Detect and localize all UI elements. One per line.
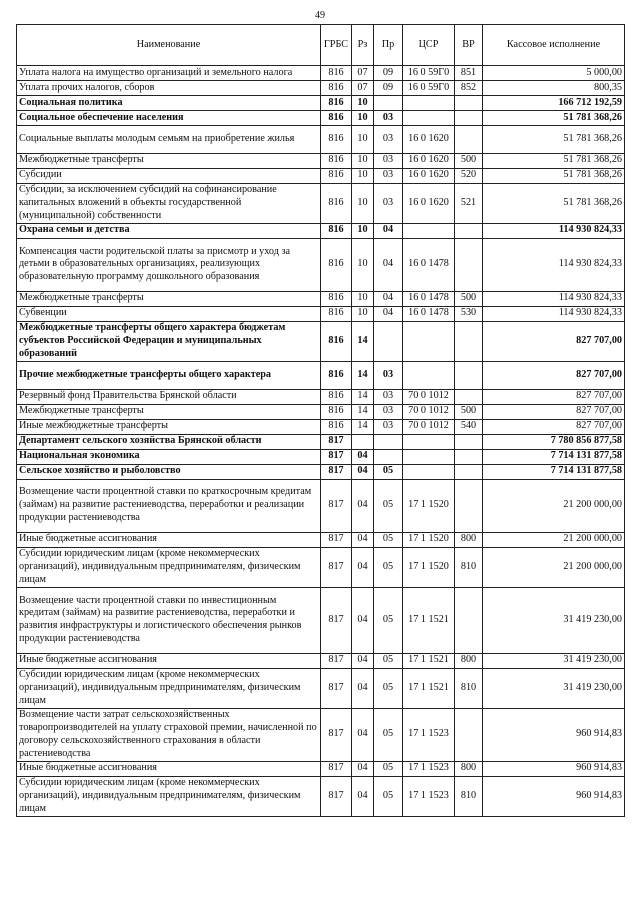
cell-pr: 03 xyxy=(374,153,403,168)
cell-csr: 16 0 1478 xyxy=(403,238,455,291)
cell-amount: 827 707,00 xyxy=(483,389,625,404)
cell-csr xyxy=(403,434,455,449)
cell-csr: 70 0 1012 xyxy=(403,404,455,419)
cell-grbs: 817 xyxy=(321,449,352,464)
cell-rz: 10 xyxy=(352,238,374,291)
cell-amount: 31 419 230,00 xyxy=(483,587,625,653)
cell-grbs: 817 xyxy=(321,776,352,816)
cell-amount: 827 707,00 xyxy=(483,321,625,361)
budget-table xyxy=(16,24,625,817)
cell-rz: 10 xyxy=(352,126,374,154)
cell-rz: 04 xyxy=(352,761,374,776)
table-row xyxy=(17,321,625,361)
cell-rz: 04 xyxy=(352,547,374,587)
cell-name: Социальные выплаты молодым семьям на приобретение жилья xyxy=(17,126,321,154)
cell-grbs: 816 xyxy=(321,419,352,434)
table-row xyxy=(17,668,625,708)
cell-rz: 14 xyxy=(352,389,374,404)
cell-grbs: 817 xyxy=(321,587,352,653)
cell-csr: 17 1 1523 xyxy=(403,776,455,816)
cell-pr: 05 xyxy=(374,547,403,587)
cell-grbs: 816 xyxy=(321,238,352,291)
cell-vr xyxy=(455,223,483,238)
table-row xyxy=(17,587,625,653)
cell-name: Субвенции xyxy=(17,306,321,321)
cell-csr: 70 0 1012 xyxy=(403,419,455,434)
cell-rz xyxy=(352,434,374,449)
cell-pr xyxy=(374,434,403,449)
cell-name: Социальное обеспечение населения xyxy=(17,111,321,126)
cell-name: Возмещение части затрат сельскохозяйственных товаропроизводителей на уплату страховой премии, начисленной по договору сельскохозяйственного страхования в области растениеводства xyxy=(17,708,321,761)
cell-vr xyxy=(455,464,483,479)
cell-vr: 540 xyxy=(455,419,483,434)
table-row xyxy=(17,168,625,183)
cell-pr: 09 xyxy=(374,81,403,96)
cell-vr: 800 xyxy=(455,653,483,668)
cell-name: Уплата налога на имущество организаций и земельного налога xyxy=(17,66,321,81)
cell-pr: 04 xyxy=(374,238,403,291)
cell-name: Возмещение части процентной ставки по инвестиционным кредитам (займам) на развитие растениеводства, переработки и развития инфраструктуры и логистического обеспечения рынков продукции растениеводства xyxy=(17,587,321,653)
table-row xyxy=(17,479,625,532)
cell-amount: 114 930 824,33 xyxy=(483,291,625,306)
cell-grbs: 817 xyxy=(321,653,352,668)
cell-rz: 10 xyxy=(352,168,374,183)
table-row xyxy=(17,547,625,587)
cell-rz: 14 xyxy=(352,362,374,390)
cell-name: Национальная экономика xyxy=(17,449,321,464)
cell-pr: 04 xyxy=(374,306,403,321)
cell-vr: 852 xyxy=(455,81,483,96)
cell-vr xyxy=(455,126,483,154)
cell-csr: 16 0 1620 xyxy=(403,153,455,168)
cell-pr: 05 xyxy=(374,668,403,708)
cell-csr xyxy=(403,321,455,361)
cell-csr xyxy=(403,223,455,238)
table-row xyxy=(17,449,625,464)
cell-csr xyxy=(403,96,455,111)
cell-grbs: 817 xyxy=(321,464,352,479)
cell-amount: 827 707,00 xyxy=(483,404,625,419)
cell-pr: 09 xyxy=(374,66,403,81)
cell-pr: 03 xyxy=(374,362,403,390)
cell-amount: 51 781 368,26 xyxy=(483,153,625,168)
cell-grbs: 816 xyxy=(321,168,352,183)
cell-amount: 960 914,83 xyxy=(483,761,625,776)
header-name: Наименование xyxy=(17,25,321,66)
cell-vr xyxy=(455,434,483,449)
cell-rz: 04 xyxy=(352,708,374,761)
cell-name: Иные межбюджетные трансферты xyxy=(17,419,321,434)
cell-pr: 04 xyxy=(374,223,403,238)
cell-name: Социальная политика xyxy=(17,96,321,111)
cell-amount: 114 930 824,33 xyxy=(483,306,625,321)
cell-amount: 31 419 230,00 xyxy=(483,653,625,668)
cell-pr xyxy=(374,321,403,361)
cell-amount: 800,35 xyxy=(483,81,625,96)
table-row xyxy=(17,708,625,761)
cell-pr: 05 xyxy=(374,587,403,653)
cell-vr xyxy=(455,389,483,404)
header-amount: Кассовое исполнение xyxy=(483,25,625,66)
cell-csr: 16 0 1620 xyxy=(403,168,455,183)
header-csr: ЦСР xyxy=(403,25,455,66)
cell-grbs: 816 xyxy=(321,223,352,238)
cell-amount: 51 781 368,26 xyxy=(483,111,625,126)
table-row xyxy=(17,81,625,96)
table-header xyxy=(17,25,625,66)
table-row xyxy=(17,776,625,816)
table-row xyxy=(17,761,625,776)
cell-vr xyxy=(455,238,483,291)
page-number: 49 xyxy=(315,10,325,21)
cell-vr xyxy=(455,96,483,111)
cell-name: Сельское хозяйство и рыболовство xyxy=(17,464,321,479)
cell-vr: 500 xyxy=(455,291,483,306)
cell-name: Субсидии юридическим лицам (кроме некоммерческих организаций), индивидуальным предпринимателям, физическим лицам xyxy=(17,668,321,708)
cell-pr xyxy=(374,96,403,111)
cell-pr: 05 xyxy=(374,761,403,776)
cell-pr: 05 xyxy=(374,708,403,761)
cell-amount: 51 781 368,26 xyxy=(483,126,625,154)
table-row xyxy=(17,111,625,126)
cell-rz: 07 xyxy=(352,81,374,96)
cell-csr: 16 0 1620 xyxy=(403,183,455,223)
cell-grbs: 817 xyxy=(321,761,352,776)
cell-amount: 51 781 368,26 xyxy=(483,183,625,223)
table-row xyxy=(17,532,625,547)
cell-csr: 17 1 1520 xyxy=(403,547,455,587)
cell-grbs: 816 xyxy=(321,306,352,321)
cell-vr: 800 xyxy=(455,532,483,547)
cell-csr xyxy=(403,464,455,479)
cell-amount: 7 714 131 877,58 xyxy=(483,449,625,464)
cell-rz: 10 xyxy=(352,96,374,111)
cell-rz: 10 xyxy=(352,291,374,306)
cell-csr: 17 1 1520 xyxy=(403,532,455,547)
cell-name: Межбюджетные трансферты xyxy=(17,291,321,306)
cell-grbs: 817 xyxy=(321,708,352,761)
cell-name: Межбюджетные трансферты xyxy=(17,404,321,419)
cell-rz: 10 xyxy=(352,153,374,168)
cell-rz: 04 xyxy=(352,668,374,708)
cell-rz: 04 xyxy=(352,464,374,479)
header-vr: ВР xyxy=(455,25,483,66)
cell-amount: 21 200 000,00 xyxy=(483,532,625,547)
table-row xyxy=(17,238,625,291)
cell-csr: 17 1 1521 xyxy=(403,653,455,668)
cell-csr: 16 0 59Г0 xyxy=(403,81,455,96)
cell-rz: 04 xyxy=(352,532,374,547)
cell-rz: 10 xyxy=(352,111,374,126)
cell-name: Иные бюджетные ассигнования xyxy=(17,653,321,668)
cell-pr: 05 xyxy=(374,532,403,547)
cell-grbs: 816 xyxy=(321,96,352,111)
cell-pr: 03 xyxy=(374,168,403,183)
cell-rz: 04 xyxy=(352,653,374,668)
cell-rz: 04 xyxy=(352,776,374,816)
cell-pr: 03 xyxy=(374,111,403,126)
cell-vr: 810 xyxy=(455,547,483,587)
cell-vr: 500 xyxy=(455,153,483,168)
table-row xyxy=(17,362,625,390)
cell-name: Субсидии юридическим лицам (кроме некоммерческих организаций), индивидуальным предпринимателям, физическим лицам xyxy=(17,547,321,587)
header-pr: Пр xyxy=(374,25,403,66)
cell-name: Охрана семьи и детства xyxy=(17,223,321,238)
cell-pr: 03 xyxy=(374,389,403,404)
cell-pr: 03 xyxy=(374,419,403,434)
cell-grbs: 817 xyxy=(321,668,352,708)
cell-vr: 810 xyxy=(455,776,483,816)
table-row xyxy=(17,419,625,434)
cell-vr: 810 xyxy=(455,668,483,708)
table-row xyxy=(17,389,625,404)
cell-name: Прочие межбюджетные трансферты общего характера xyxy=(17,362,321,390)
cell-amount: 7 714 131 877,58 xyxy=(483,464,625,479)
cell-name: Департамент сельского хозяйства Брянской области xyxy=(17,434,321,449)
cell-pr: 05 xyxy=(374,653,403,668)
cell-csr: 16 0 1478 xyxy=(403,306,455,321)
header-grbs: ГРБС xyxy=(321,25,352,66)
cell-amount: 5 000,00 xyxy=(483,66,625,81)
cell-name: Межбюджетные трансферты xyxy=(17,153,321,168)
cell-pr: 04 xyxy=(374,291,403,306)
cell-amount: 31 419 230,00 xyxy=(483,668,625,708)
cell-name: Субсидии, за исключением субсидий на софинансирование капитальных вложений в объекты государственной (муниципальной) собственности xyxy=(17,183,321,223)
cell-vr: 520 xyxy=(455,168,483,183)
table-row xyxy=(17,464,625,479)
header-rz: Рз xyxy=(352,25,374,66)
cell-name: Иные бюджетные ассигнования xyxy=(17,761,321,776)
cell-rz: 04 xyxy=(352,479,374,532)
cell-pr: 05 xyxy=(374,776,403,816)
cell-grbs: 817 xyxy=(321,479,352,532)
cell-grbs: 816 xyxy=(321,291,352,306)
cell-grbs: 816 xyxy=(321,81,352,96)
cell-rz: 10 xyxy=(352,223,374,238)
cell-pr: 03 xyxy=(374,183,403,223)
cell-csr: 16 0 1478 xyxy=(403,291,455,306)
cell-pr xyxy=(374,449,403,464)
cell-amount: 21 200 000,00 xyxy=(483,479,625,532)
cell-grbs: 816 xyxy=(321,321,352,361)
cell-csr: 17 1 1521 xyxy=(403,587,455,653)
cell-csr: 17 1 1521 xyxy=(403,668,455,708)
cell-vr: 530 xyxy=(455,306,483,321)
table-body xyxy=(17,66,625,817)
cell-grbs: 816 xyxy=(321,153,352,168)
cell-grbs: 816 xyxy=(321,389,352,404)
cell-rz: 07 xyxy=(352,66,374,81)
cell-grbs: 816 xyxy=(321,66,352,81)
cell-name: Уплата прочих налогов, сборов xyxy=(17,81,321,96)
cell-amount: 114 930 824,33 xyxy=(483,223,625,238)
cell-rz: 10 xyxy=(352,183,374,223)
cell-name: Возмещение части процентной ставки по краткосрочным кредитам (займам) на развитие растениеводства, переработки и реализации продукции растениеводства xyxy=(17,479,321,532)
cell-rz: 10 xyxy=(352,306,374,321)
cell-grbs: 816 xyxy=(321,126,352,154)
cell-csr xyxy=(403,449,455,464)
cell-vr xyxy=(455,708,483,761)
table-row xyxy=(17,96,625,111)
cell-csr: 17 1 1523 xyxy=(403,708,455,761)
cell-grbs: 816 xyxy=(321,183,352,223)
cell-vr: 521 xyxy=(455,183,483,223)
cell-vr: 500 xyxy=(455,404,483,419)
cell-amount: 827 707,00 xyxy=(483,362,625,390)
cell-csr: 16 0 59Г0 xyxy=(403,66,455,81)
cell-csr xyxy=(403,362,455,390)
cell-vr: 851 xyxy=(455,66,483,81)
cell-pr: 03 xyxy=(374,404,403,419)
cell-grbs: 816 xyxy=(321,362,352,390)
cell-amount: 960 914,83 xyxy=(483,708,625,761)
cell-name: Субсидии юридическим лицам (кроме некоммерческих организаций), индивидуальным предпринимателям, физическим лицам xyxy=(17,776,321,816)
table-row xyxy=(17,126,625,154)
cell-amount: 827 707,00 xyxy=(483,419,625,434)
cell-pr: 05 xyxy=(374,464,403,479)
cell-grbs: 816 xyxy=(321,404,352,419)
cell-amount: 7 780 856 877,58 xyxy=(483,434,625,449)
cell-rz: 14 xyxy=(352,404,374,419)
cell-rz: 04 xyxy=(352,449,374,464)
cell-pr: 05 xyxy=(374,479,403,532)
cell-amount: 960 914,83 xyxy=(483,776,625,816)
cell-pr: 03 xyxy=(374,126,403,154)
cell-csr: 17 1 1520 xyxy=(403,479,455,532)
cell-rz: 14 xyxy=(352,419,374,434)
table-row xyxy=(17,306,625,321)
cell-amount: 166 712 192,59 xyxy=(483,96,625,111)
table-row xyxy=(17,291,625,306)
table-row xyxy=(17,223,625,238)
cell-name: Субсидии xyxy=(17,168,321,183)
cell-vr xyxy=(455,321,483,361)
table-row xyxy=(17,653,625,668)
table-row xyxy=(17,404,625,419)
cell-grbs: 816 xyxy=(321,111,352,126)
cell-amount: 114 930 824,33 xyxy=(483,238,625,291)
cell-vr xyxy=(455,449,483,464)
cell-rz: 14 xyxy=(352,321,374,361)
cell-csr xyxy=(403,111,455,126)
table-row xyxy=(17,66,625,81)
cell-vr: 800 xyxy=(455,761,483,776)
cell-name: Межбюджетные трансферты общего характера бюджетам субъектов Российской Федерации и муниципальных образований xyxy=(17,321,321,361)
cell-csr: 16 0 1620 xyxy=(403,126,455,154)
cell-grbs: 817 xyxy=(321,434,352,449)
cell-name: Компенсация части родительской платы за присмотр и уход за детьми в образовательных организациях, реализующих образовательную программу дошкольного образования xyxy=(17,238,321,291)
cell-name: Резервный фонд Правительства Брянской области xyxy=(17,389,321,404)
cell-vr xyxy=(455,479,483,532)
table-row xyxy=(17,434,625,449)
cell-grbs: 817 xyxy=(321,532,352,547)
table-row xyxy=(17,183,625,223)
cell-csr: 70 0 1012 xyxy=(403,389,455,404)
cell-name: Иные бюджетные ассигнования xyxy=(17,532,321,547)
cell-csr: 17 1 1523 xyxy=(403,761,455,776)
cell-grbs: 817 xyxy=(321,547,352,587)
cell-vr xyxy=(455,587,483,653)
cell-vr xyxy=(455,362,483,390)
cell-amount: 21 200 000,00 xyxy=(483,547,625,587)
cell-rz: 04 xyxy=(352,587,374,653)
table-row xyxy=(17,153,625,168)
cell-amount: 51 781 368,26 xyxy=(483,168,625,183)
header-row xyxy=(17,25,625,66)
cell-vr xyxy=(455,111,483,126)
